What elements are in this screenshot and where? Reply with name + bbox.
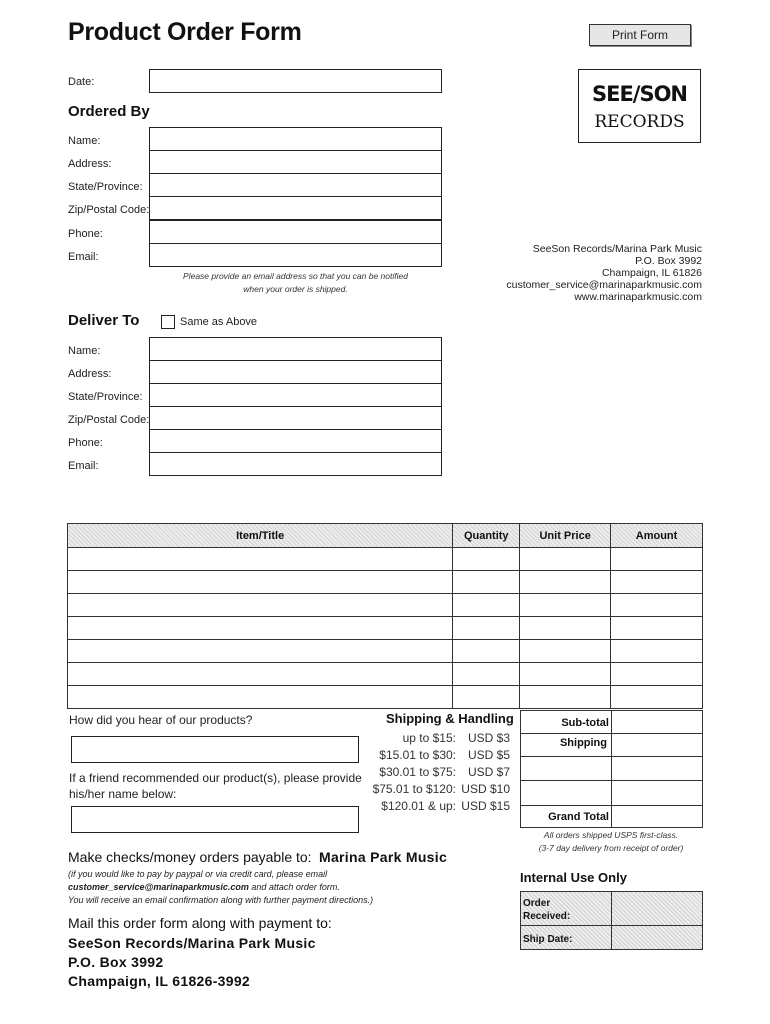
order-received-label (523, 897, 570, 923)
shipping-price-3: USD $7 (467, 765, 510, 779)
mail-po-box: P.O. Box 3992 (68, 954, 164, 970)
shipping-field[interactable] (613, 735, 702, 755)
order-received-label-line2: Received: (523, 911, 571, 922)
unit-price-cell[interactable] (520, 548, 611, 571)
pay-note-line3: You will receive an email confirmation along with further payment directions.) (68, 895, 374, 905)
mail-company-name: SeeSon Records/Marina Park Music (68, 935, 316, 951)
unit-price-cell[interactable] (520, 617, 611, 640)
amount-cell[interactable] (611, 571, 703, 594)
shipping-price-5: USD $15 (461, 799, 510, 813)
deliver-state-input[interactable] (149, 383, 442, 407)
logo-bottom-text: RECORDS (594, 112, 685, 132)
deliver-email-input[interactable] (149, 452, 442, 476)
deliver-name-label: Name: (68, 345, 101, 357)
quantity-cell[interactable] (453, 686, 520, 709)
email-note-line1: Please provide an email address so that you can be notified (183, 271, 408, 281)
ordered-email-input[interactable] (149, 243, 442, 267)
date-input[interactable] (149, 69, 442, 93)
ordered-phone-label: Phone: (68, 228, 103, 240)
ordered-name-input[interactable] (149, 127, 442, 151)
table-row (68, 640, 703, 663)
shipping-price-4: USD $10 (461, 782, 510, 796)
pay-note-line2 (68, 882, 340, 892)
unit-price-cell[interactable] (520, 686, 611, 709)
company-po: P.O. Box 3992 (635, 255, 702, 267)
deliver-email-label: Email: (68, 460, 99, 472)
ordered-state-input[interactable] (149, 173, 442, 197)
company-email: customer_service@marinaparkmusic.com (506, 279, 702, 291)
amount-cell[interactable] (611, 686, 703, 709)
deliver-address-input[interactable] (149, 360, 442, 384)
usps-note-line2: (3-7 day delivery from receipt of order) (538, 843, 684, 853)
totals-rule-1 (520, 733, 703, 734)
date-label: Date: (68, 76, 95, 88)
ship-date-label: Ship Date: (523, 934, 573, 945)
payable-name: Marina Park Music (319, 849, 448, 865)
shipping-range-2: $15.01 to $30: (379, 748, 456, 762)
ordered-state-label: State/Province: (68, 181, 143, 193)
ordered-email-label: Email: (68, 251, 99, 263)
totals-rule-2 (520, 756, 703, 757)
item-title-cell[interactable] (68, 617, 453, 640)
item-title-cell[interactable] (68, 594, 453, 617)
ship-date-field[interactable] (612, 926, 702, 949)
shipping-range-5: $120.01 & up: (381, 799, 456, 813)
amount-cell[interactable] (611, 617, 703, 640)
deliver-state-label: State/Province: (68, 391, 143, 403)
quantity-cell[interactable] (453, 663, 520, 686)
logo-top-text: SEE/SON (591, 82, 688, 106)
items-table (67, 523, 703, 709)
unit-price-header: Unit Price (520, 524, 611, 548)
deliver-zip-label: Zip/Postal Code: (68, 414, 150, 426)
item-title-cell[interactable] (68, 571, 453, 594)
pay-note-line2-rest: and attach order form. (248, 882, 340, 892)
item-title-cell[interactable] (68, 663, 453, 686)
hear-question-label: How did you hear of our products? (69, 713, 253, 727)
quantity-cell[interactable] (453, 640, 520, 663)
quantity-cell[interactable] (453, 548, 520, 571)
shipping-range-3: $30.01 to $75: (379, 765, 456, 779)
items-table-header (68, 524, 703, 548)
deliver-phone-label: Phone: (68, 437, 103, 449)
order-received-field[interactable] (612, 892, 702, 925)
shipping-total-label: Shipping (559, 737, 607, 749)
subtotal-field[interactable] (613, 712, 702, 732)
print-form-button[interactable]: Print Form (589, 24, 691, 46)
ordered-address-label: Address: (68, 158, 112, 170)
friend-label-line1: If a friend recommended our product(s), please provide (69, 771, 362, 785)
same-as-above-checkbox[interactable] (161, 315, 175, 329)
unit-price-cell[interactable] (520, 571, 611, 594)
amount-header: Amount (611, 524, 703, 548)
order-received-label-line1: Order (523, 898, 551, 909)
quantity-header: Quantity (453, 524, 520, 548)
item-title-cell[interactable] (68, 640, 453, 663)
pay-note-email: customer_service@marinaparkmusic.com (68, 882, 249, 892)
friend-name-input[interactable] (71, 806, 359, 833)
mail-city: Champaign, IL 61826-3992 (68, 973, 251, 989)
deliver-to-heading: Deliver To (68, 312, 140, 329)
usps-note-line1: All orders shipped USPS first-class. (543, 830, 679, 840)
friend-label-line2: his/her name below: (69, 787, 177, 801)
table-row (68, 686, 703, 709)
quantity-cell[interactable] (453, 571, 520, 594)
unit-price-cell[interactable] (520, 640, 611, 663)
totals-rule-4 (520, 805, 703, 806)
grand-total-label: Grand Total (548, 811, 609, 823)
amount-cell[interactable] (611, 594, 703, 617)
ordered-phone-input[interactable] (149, 220, 442, 244)
quantity-cell[interactable] (453, 617, 520, 640)
shipping-price-2: USD $5 (467, 748, 510, 762)
ordered-zip-input[interactable] (149, 196, 442, 220)
shipping-range-4: $75.01 to $120: (372, 782, 456, 796)
table-row (68, 594, 703, 617)
subtotal-label: Sub-total (561, 717, 609, 729)
same-as-above-label: Same as Above (180, 316, 258, 328)
deliver-zip-input[interactable] (149, 406, 442, 430)
totals-divider (611, 710, 612, 828)
amount-cell[interactable] (611, 663, 703, 686)
amount-cell[interactable] (611, 548, 703, 571)
mail-label: Mail this order form along with payment to: (68, 915, 332, 931)
email-note-line2: when your order is shipped. (243, 284, 348, 294)
item-title-cell[interactable] (68, 686, 453, 709)
unit-price-cell[interactable] (520, 594, 611, 617)
table-row (68, 617, 703, 640)
item-title-cell[interactable] (68, 548, 453, 571)
pay-note-line1: (if you would like to pay by paypal or via credit card, please email (68, 869, 328, 879)
deliver-name-input[interactable] (149, 337, 442, 361)
totals-rule-3 (520, 780, 703, 781)
ordered-name-label: Name: (68, 135, 101, 147)
quantity-cell[interactable] (453, 594, 520, 617)
seeson-records-logo (578, 69, 701, 143)
internal-divider (611, 891, 612, 950)
shipping-handling-heading: Shipping & Handling (386, 711, 514, 726)
page-title: Product Order Form (68, 18, 302, 46)
ordered-address-input[interactable] (149, 150, 442, 174)
internal-rule (520, 925, 703, 926)
company-city: Champaign, IL 61826 (601, 267, 702, 279)
internal-use-heading: Internal Use Only (520, 870, 627, 885)
amount-cell[interactable] (611, 640, 703, 663)
hear-answer-input[interactable] (71, 736, 359, 763)
table-row (68, 548, 703, 571)
grand-total-field[interactable] (613, 807, 702, 827)
ordered-by-heading: Ordered By (68, 103, 150, 120)
table-row (68, 571, 703, 594)
item-title-header: Item/Title (68, 524, 453, 548)
company-name: SeeSon Records/Marina Park Music (532, 243, 702, 255)
company-website: www.marinaparkmusic.com (574, 291, 702, 303)
payable-prefix: Make checks/money orders payable to: (68, 849, 312, 865)
table-row (68, 663, 703, 686)
shipping-price-1: USD $3 (467, 731, 510, 745)
unit-price-cell[interactable] (520, 663, 611, 686)
deliver-phone-input[interactable] (149, 429, 442, 453)
deliver-address-label: Address: (68, 368, 112, 380)
ordered-zip-label: Zip/Postal Code: (68, 204, 150, 216)
shipping-range-1: up to $15: (402, 731, 456, 745)
